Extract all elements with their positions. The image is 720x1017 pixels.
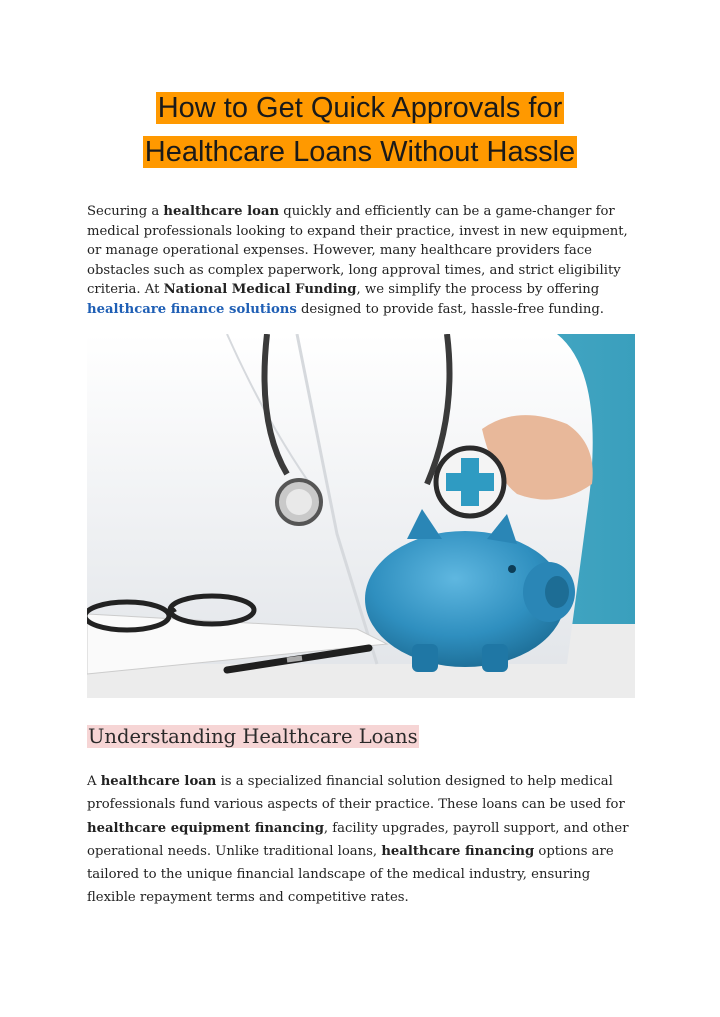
- section-heading: Understanding Healthcare Loans: [88, 725, 418, 748]
- keyword-healthcare-loan: healthcare loan: [163, 204, 280, 219]
- title-line-2: Healthcare Loans Without Hassle: [144, 136, 576, 168]
- keyword-equipment-financing: healthcare equipment financing: [87, 820, 324, 836]
- company-name: National Medical Funding: [163, 282, 357, 298]
- page-title: [0, 86, 720, 174]
- hero-image: [87, 334, 635, 698]
- title-line-1: How to Get Quick Approvals for: [157, 92, 563, 124]
- intro-paragraph: Securing a healthcare loan quickly and efficiently can be a game-changer for medical professionals looking to expand their practice, invest in new equipment, or manage operational expenses. However, many healthcare providers face obstacles such as complex paperwork, long approval times, and strict eligibility criteria. At National Medical Funding, we simplify the process by offering healthcare finance solutions designed to provide fast, hassle-free funding.: [87, 204, 628, 317]
- section-paragraph: A healthcare loan is a specialized financial solution designed to help medical professionals fund various aspects of their practice. These loans can be used for healthcare equipment financing, facility upgrades, payroll support, and other operational needs. Unlike traditional loans, healthcare financing options are tailored to the unique financial landscape of the medical industry, ensuring flexible repayment terms and competitive rates.: [87, 774, 629, 906]
- healthcare-finance-solutions-link[interactable]: healthcare finance solutions: [87, 301, 297, 317]
- keyword-healthcare-loan-2: healthcare loan: [100, 774, 217, 789]
- keyword-healthcare-financing: healthcare financing: [381, 843, 535, 859]
